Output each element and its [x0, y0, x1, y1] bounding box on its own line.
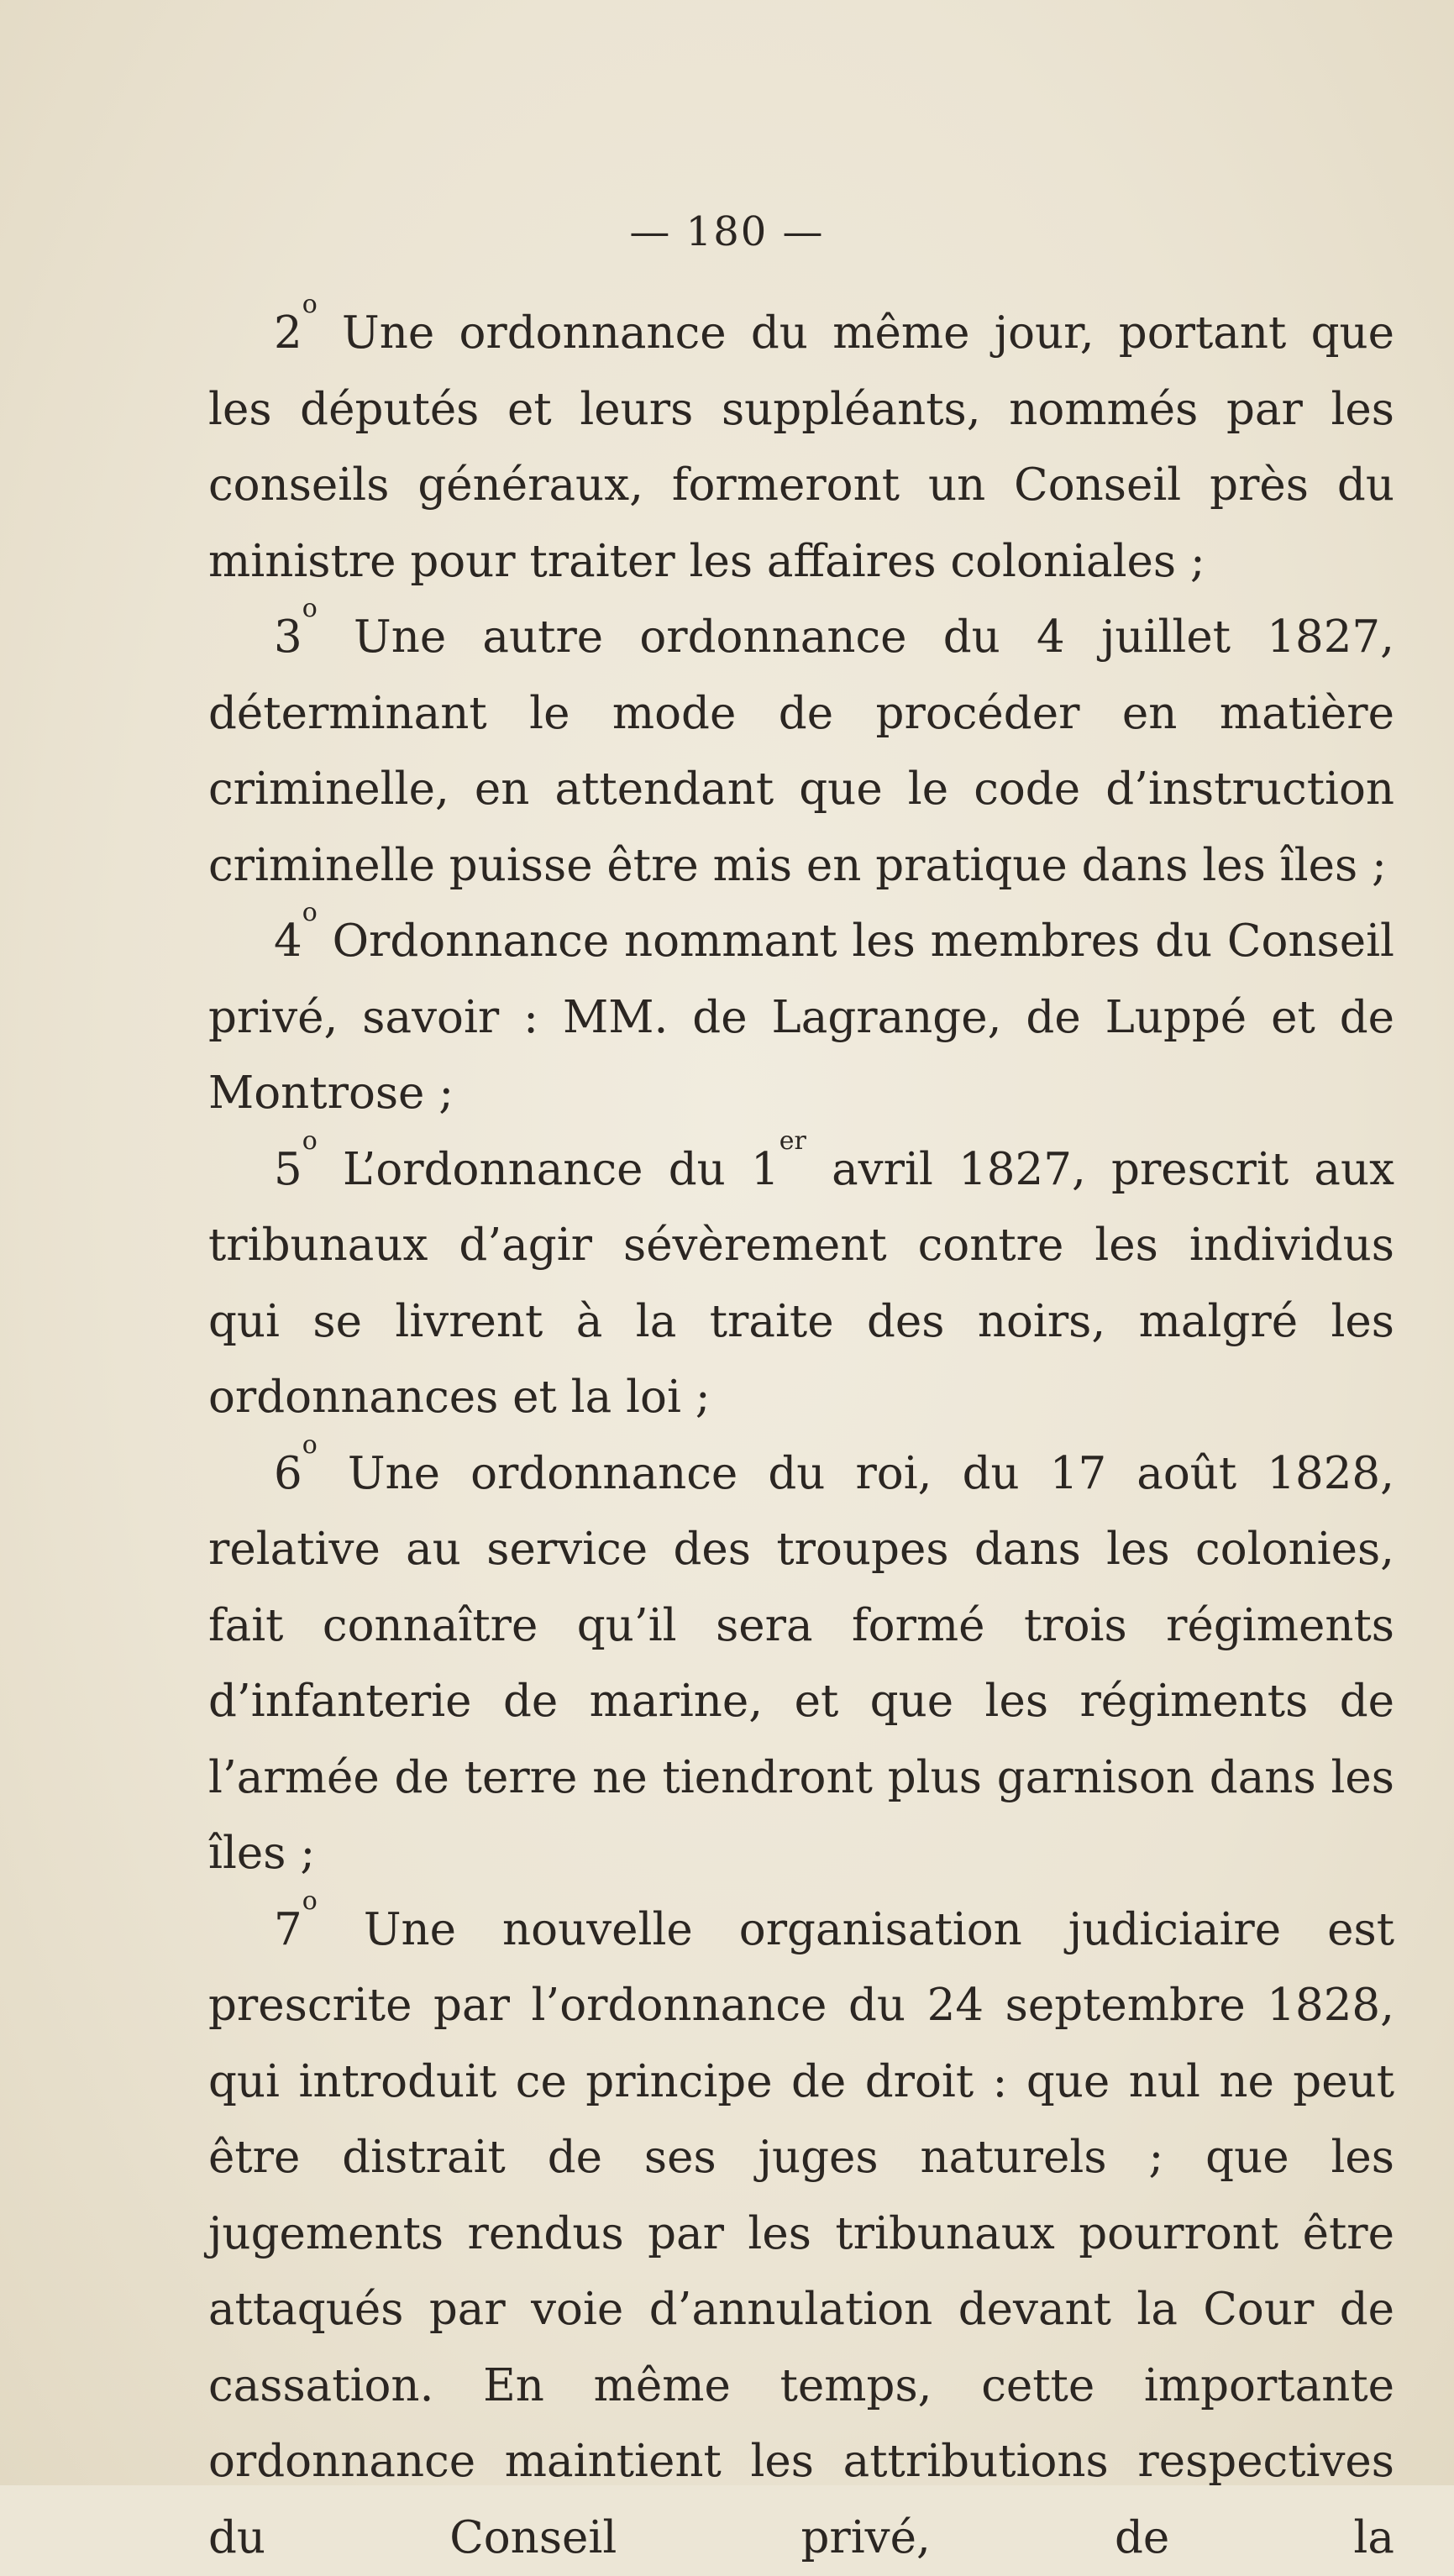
- paragraph-2: [208, 296, 1394, 600]
- paragraph-text: avril 1827, prescrit aux tribunaux d’agir sévèrement contre les individus qui se livrent à la traite des noirs, malgré les ordonnances et la loi ;: [208, 1144, 1394, 1424]
- paragraph-text: Une ordonnance du roi, du 17 août 1828, relative au service des troupes dans les colonies, fait connaître qu’il sera formé trois régiments d’infanterie de marine, et que les régiments de l’armée de terre ne tiendront plus garnison dans les îles ;: [208, 1448, 1394, 1880]
- paragraph-6: [208, 1436, 1394, 1892]
- item-number: 5: [274, 1144, 302, 1195]
- paragraph-text: Une nouvelle organisation judiciaire est prescrite par l’ordonnance du 24 septembre 1828, qui introduit ce principe de droit : que nul ne peut être distrait de ses juges naturels ; que les jugements rendus par les tribunaux pourront être attaqués par voie d’annulation devant la Cour de cassation. En même temps, cette importante ordonnance maintient les attributions respectives du Conseil privé, de la: [208, 1904, 1394, 2563]
- item-number-sup: o: [302, 1430, 318, 1460]
- paragraph-5: [208, 1132, 1394, 1436]
- body-text: [208, 296, 1394, 2576]
- item-number: 4: [274, 916, 302, 967]
- item-number-sup: o: [302, 594, 318, 623]
- paragraph-4: [208, 904, 1394, 1132]
- item-number-sup: o: [302, 1126, 318, 1156]
- paragraph-text: Ordonnance nommant les membres du Conseil privé, savoir : MM. de Lagrange, de Luppé et de Montrose ;: [208, 916, 1394, 1119]
- item-number: 6: [274, 1448, 302, 1499]
- item-number-sup: o: [302, 1886, 318, 1916]
- item-number: 2: [274, 307, 302, 359]
- item-number-sup: o: [302, 898, 318, 927]
- paragraph-text: Une ordonnance du même jour, portant que les députés et leurs suppléants, nommés par les conseils généraux, formeront un Conseil près du ministre pour traiter les affaires coloniales ;: [208, 307, 1394, 587]
- paragraph-text-before: L’ordonnance du 1: [318, 1144, 779, 1195]
- item-number: 7: [274, 1904, 302, 1955]
- page-number: — 180 —: [0, 208, 1454, 255]
- paragraph-text: Une autre ordonnance du 4 juillet 1827, déterminant le mode de procéder en matière criminelle, en attendant que le code d’instruction criminelle puisse être mis en pratique dans les îles ;: [208, 611, 1394, 891]
- paragraph-3: [208, 600, 1394, 904]
- item-number: 3: [274, 611, 302, 663]
- ordinal-sup: er: [779, 1126, 806, 1156]
- paragraph-7: [208, 1892, 1394, 2576]
- item-number-sup: o: [302, 290, 318, 319]
